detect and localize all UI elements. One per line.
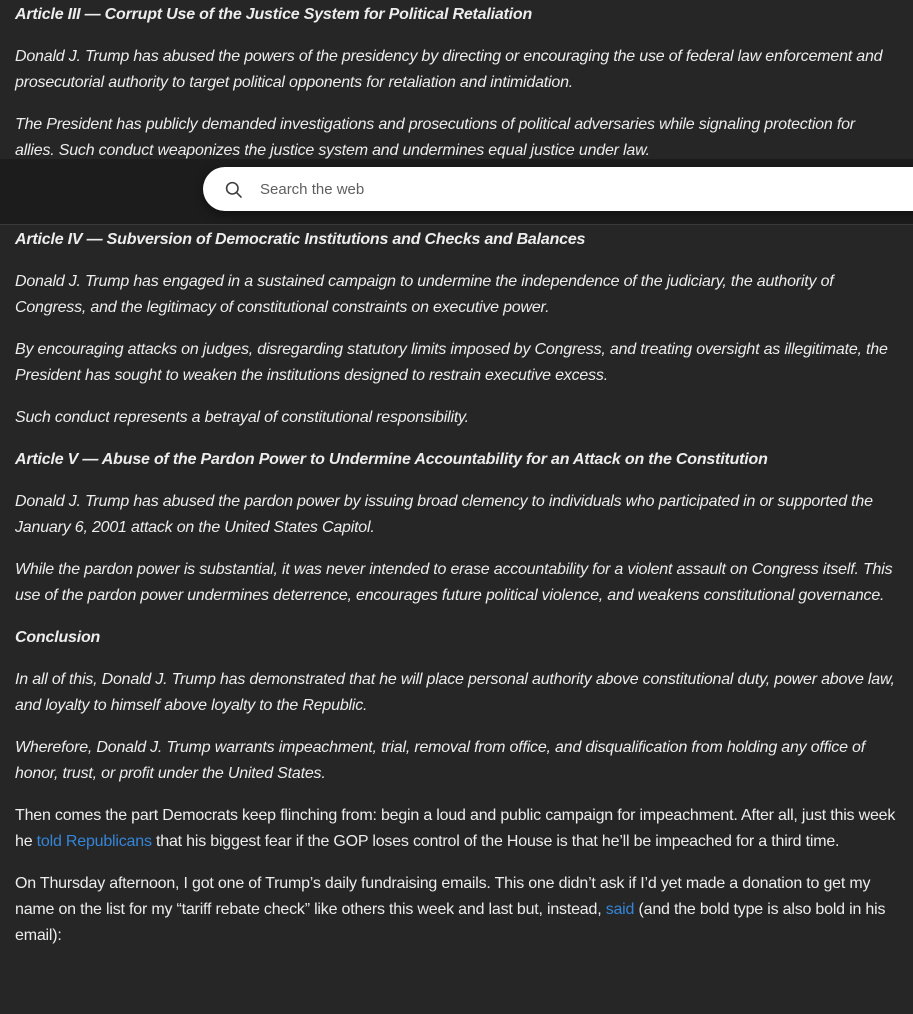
article-heading: Conclusion: [15, 629, 101, 646]
search-icon: [224, 180, 243, 199]
article-paragraph: Donald J. Trump has abused the powers of the presidency by directing or encouraging the use of federal law enforcement and prosecutorial authority to target political opponents for retaliation and intimidation.: [15, 48, 883, 91]
article-paragraph: Then comes the part Democrats keep flinching from: begin a loud and public campaign for impeachment. After all, just this week he told Republicans that his biggest fear if the GOP loses control of the House is that he’ll be impeached for a third time.: [15, 807, 896, 850]
article-top-section: [0, 0, 913, 159]
article-paragraph: Donald J. Trump has engaged in a sustained campaign to undermine the independence of the judiciary, the authority of Congress, and the legitimacy of constitutional constraints on executive power.: [15, 273, 834, 316]
article-paragraph: In all of this, Donald J. Trump has demonstrated that he will place personal authority above constitutional duty, power above law, and loyalty to himself above loyalty to the Republic.: [15, 671, 895, 714]
article-paragraph: The President has publicly demanded investigations and prosecutions of political adversaries while signaling protection for allies. Such conduct weaponizes the justice system and undermines equal justice under law.: [15, 116, 855, 159]
search-overlay-bar: [0, 159, 913, 225]
search-input[interactable]: [258, 180, 913, 199]
article-paragraph: Wherefore, Donald J. Trump warrants impeachment, trial, removal from office, and disqualification from holding any office of honor, trust, or profit under the United States.: [15, 739, 865, 782]
article-paragraph: Such conduct represents a betrayal of constitutional responsibility.: [15, 409, 469, 426]
web-search-pill[interactable]: [203, 167, 913, 211]
article-content-above-search-bar: [0, 0, 913, 159]
article-paragraph: On Thursday afternoon, I got one of Trump’s daily fundraising emails. This one didn’t ask if I’d yet made a donation to get my name on the list for my “tariff rebate check” like others this week and last but, instead, said (and the bold type is also bold in his email):: [15, 875, 886, 944]
article-bottom-section: [0, 225, 913, 949]
article-heading: Article III — Corrupt Use of the Justice System for Political Retaliation: [15, 6, 533, 23]
article-heading: Article IV — Subversion of Democratic Institutions and Checks and Balances: [15, 231, 586, 248]
inline-link[interactable]: told Republicans: [36, 833, 152, 850]
article-paragraph: By encouraging attacks on judges, disregarding statutory limits imposed by Congress, and treating oversight as illegitimate, the President has sought to weaken the institutions designed to restrain executive excess.: [15, 341, 888, 384]
article-content-below-search-bar: [0, 225, 913, 1014]
inline-link[interactable]: said: [605, 901, 635, 918]
article-heading: Article V — Abuse of the Pardon Power to Undermine Accountability for an Attack on the Constitution: [15, 451, 768, 468]
article-paragraph: Donald J. Trump has abused the pardon power by issuing broad clemency to individuals who participated in or supported the January 6, 2001 attack on the United States Capitol.: [15, 493, 873, 536]
article-paragraph: While the pardon power is substantial, it was never intended to erase accountability for a violent assault on Congress itself. This use of the pardon power undermines deterrence, encourages future political violence, and weakens constitutional governance.: [15, 561, 893, 604]
